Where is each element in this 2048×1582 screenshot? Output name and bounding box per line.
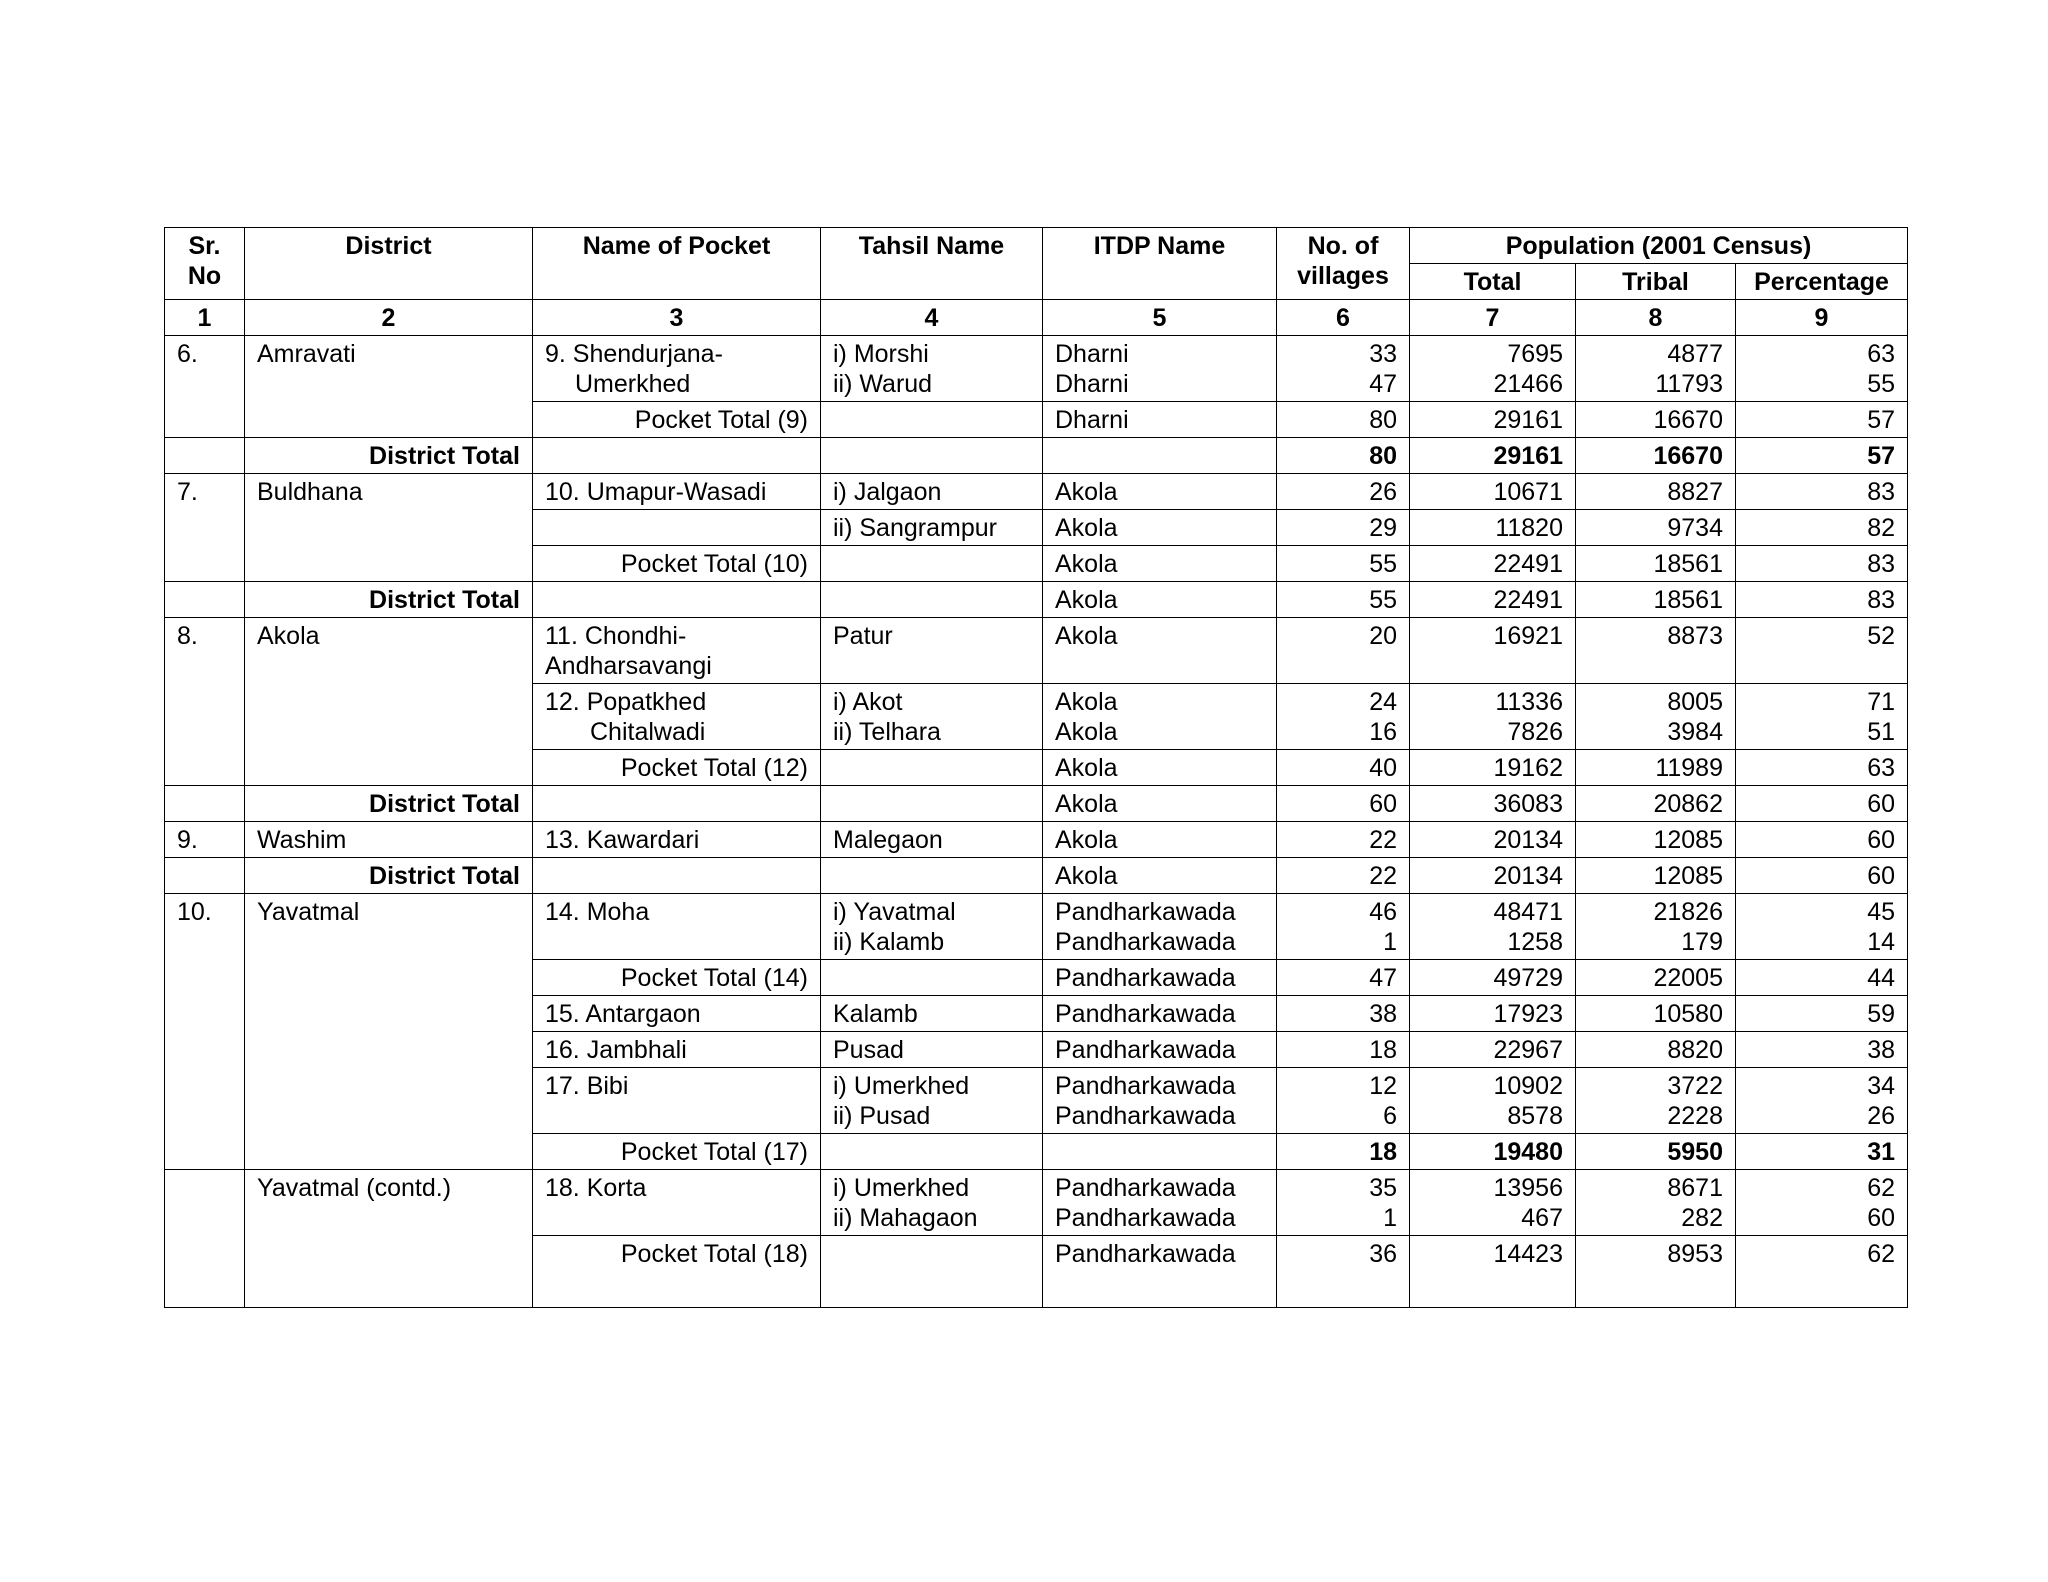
pocket-cell xyxy=(533,786,821,822)
villages-cell: 35 1 xyxy=(1277,1170,1410,1236)
header-itdp: ITDP Name xyxy=(1043,228,1277,300)
tribal-cell: 9734 xyxy=(1576,510,1736,546)
villages-cell: 18 xyxy=(1277,1134,1410,1170)
pocket-cell xyxy=(533,438,821,474)
itdp-cell: Akola Akola xyxy=(1043,684,1277,750)
col-number: 6 xyxy=(1277,300,1410,336)
total-cell: 19480 xyxy=(1410,1134,1576,1170)
table-row xyxy=(165,1170,1908,1236)
percentage-cell: 60 xyxy=(1736,786,1908,822)
header-tribal: Tribal xyxy=(1576,264,1736,300)
itdp-cell: Dharni Dharni xyxy=(1043,336,1277,402)
percentage-cell: 57 xyxy=(1736,438,1908,474)
col-number: 7 xyxy=(1410,300,1576,336)
tahsil-cell: i) Akot ii) Telhara xyxy=(821,684,1043,750)
tribal-cell: 21826 179 xyxy=(1576,894,1736,960)
total-cell: 48471 1258 xyxy=(1410,894,1576,960)
tahsil-cell xyxy=(821,402,1043,438)
col-number: 2 xyxy=(245,300,533,336)
itdp-cell xyxy=(1043,1134,1277,1170)
itdp-cell: Pandharkawada xyxy=(1043,960,1277,996)
villages-cell: 55 xyxy=(1277,546,1410,582)
pocket-cell: 14. Moha xyxy=(533,894,821,960)
header-villages: No. of villages xyxy=(1277,228,1410,300)
col-number: 9 xyxy=(1736,300,1908,336)
total-cell: 11820 xyxy=(1410,510,1576,546)
percentage-cell: 83 xyxy=(1736,546,1908,582)
total-cell: 19162 xyxy=(1410,750,1576,786)
total-cell: 20134 xyxy=(1410,822,1576,858)
sr-no-cell xyxy=(165,858,245,894)
villages-cell: 46 1 xyxy=(1277,894,1410,960)
header-sr-no: Sr. No xyxy=(165,228,245,300)
col-number: 5 xyxy=(1043,300,1277,336)
villages-cell: 12 6 xyxy=(1277,1068,1410,1134)
tribal-cell: 8873 xyxy=(1576,618,1736,684)
pocket-cell: 18. Korta xyxy=(533,1170,821,1236)
pocket-cell: 17. Bibi xyxy=(533,1068,821,1134)
tahsil-cell: i) Morshi ii) Warud xyxy=(821,336,1043,402)
villages-cell: 60 xyxy=(1277,786,1410,822)
percentage-cell: 52 xyxy=(1736,618,1908,684)
pocket-cell: 10. Umapur-Wasadi xyxy=(533,474,821,510)
district-cell: Yavatmal xyxy=(245,894,533,1170)
table-row xyxy=(165,822,1908,858)
tribal-cell: 12085 xyxy=(1576,822,1736,858)
villages-cell: 29 xyxy=(1277,510,1410,546)
total-cell: 7695 21466 xyxy=(1410,336,1576,402)
tahsil-cell: ii) Sangrampur xyxy=(821,510,1043,546)
itdp-cell: Akola xyxy=(1043,822,1277,858)
itdp-cell: Akola xyxy=(1043,786,1277,822)
pocket-cell xyxy=(533,582,821,618)
total-cell: 20134 xyxy=(1410,858,1576,894)
itdp-cell: Akola xyxy=(1043,546,1277,582)
percentage-cell: 63 55 xyxy=(1736,336,1908,402)
total-cell: 13956 467 xyxy=(1410,1170,1576,1236)
header-total: Total xyxy=(1410,264,1576,300)
total-cell: 17923 xyxy=(1410,996,1576,1032)
percentage-cell: 60 xyxy=(1736,822,1908,858)
pocket-cell: 15. Antargaon xyxy=(533,996,821,1032)
tribal-cell: 8827 xyxy=(1576,474,1736,510)
tribal-cell: 8005 3984 xyxy=(1576,684,1736,750)
district-total-row xyxy=(165,582,1908,618)
percentage-cell: 59 xyxy=(1736,996,1908,1032)
villages-cell: 80 xyxy=(1277,438,1410,474)
sr-no-cell xyxy=(165,438,245,474)
tribal-cell: 11989 xyxy=(1576,750,1736,786)
sr-no-cell: 10. xyxy=(165,894,245,1170)
sr-no-cell xyxy=(165,786,245,822)
percentage-cell: 57 xyxy=(1736,402,1908,438)
pocket-total-label: Pocket Total (10) xyxy=(533,546,821,582)
tahsil-cell xyxy=(821,858,1043,894)
villages-cell: 24 16 xyxy=(1277,684,1410,750)
itdp-cell: Pandharkawada Pandharkawada xyxy=(1043,1068,1277,1134)
percentage-cell: 31 xyxy=(1736,1134,1908,1170)
pocket-total-label: Pocket Total (17) xyxy=(533,1134,821,1170)
col-number: 1 xyxy=(165,300,245,336)
percentage-cell: 63 xyxy=(1736,750,1908,786)
tribal-cell: 4877 11793 xyxy=(1576,336,1736,402)
table-row xyxy=(165,894,1908,960)
percentage-cell: 62 60 xyxy=(1736,1170,1908,1236)
tahsil-cell: Patur xyxy=(821,618,1043,684)
sr-no-cell xyxy=(165,1170,245,1308)
pocket-total-label: Pocket Total (9) xyxy=(533,402,821,438)
percentage-cell: 44 xyxy=(1736,960,1908,996)
percentage-cell: 34 26 xyxy=(1736,1068,1908,1134)
itdp-cell: Akola xyxy=(1043,618,1277,684)
villages-cell: 80 xyxy=(1277,402,1410,438)
pocket-cell xyxy=(533,858,821,894)
pocket-cell: 11. Chondhi- Andharsavangi xyxy=(533,618,821,684)
tahsil-cell: i) Jalgaon xyxy=(821,474,1043,510)
villages-cell: 55 xyxy=(1277,582,1410,618)
pocket-total-label: Pocket Total (14) xyxy=(533,960,821,996)
total-cell: 49729 xyxy=(1410,960,1576,996)
district-cell: Amravati xyxy=(245,336,533,438)
col-number: 8 xyxy=(1576,300,1736,336)
total-cell: 22491 xyxy=(1410,582,1576,618)
tahsil-cell xyxy=(821,786,1043,822)
table-row xyxy=(165,336,1908,402)
tribal-cell: 16670 xyxy=(1576,438,1736,474)
percentage-cell: 82 xyxy=(1736,510,1908,546)
tahsil-cell xyxy=(821,1236,1043,1308)
itdp-cell: Akola xyxy=(1043,858,1277,894)
total-cell: 10671 xyxy=(1410,474,1576,510)
itdp-cell: Pandharkawada xyxy=(1043,1236,1277,1308)
district-cell: Washim xyxy=(245,822,533,858)
district-cell: Yavatmal (contd.) xyxy=(245,1170,533,1308)
total-cell: 36083 xyxy=(1410,786,1576,822)
total-cell: 11336 7826 xyxy=(1410,684,1576,750)
itdp-cell xyxy=(1043,438,1277,474)
tahsil-cell: i) Umerkhed ii) Pusad xyxy=(821,1068,1043,1134)
percentage-cell: 83 xyxy=(1736,582,1908,618)
tahsil-cell xyxy=(821,438,1043,474)
pocket-cell: 16. Jambhali xyxy=(533,1032,821,1068)
tahsil-cell: i) Umerkhed ii) Mahagaon xyxy=(821,1170,1043,1236)
itdp-cell: Akola xyxy=(1043,582,1277,618)
tahsil-cell xyxy=(821,750,1043,786)
header-population: Population (2001 Census) xyxy=(1410,228,1908,264)
pocket-cell: 9. Shendurjana- Umerkhed xyxy=(533,336,821,402)
villages-cell: 36 xyxy=(1277,1236,1410,1308)
column-number-row xyxy=(165,300,1908,336)
tahsil-cell: Pusad xyxy=(821,1032,1043,1068)
total-cell: 10902 8578 xyxy=(1410,1068,1576,1134)
sr-no-cell: 6. xyxy=(165,336,245,438)
tribal-cell: 22005 xyxy=(1576,960,1736,996)
tribal-cell: 3722 2228 xyxy=(1576,1068,1736,1134)
pocket-cell xyxy=(533,510,821,546)
total-cell: 29161 xyxy=(1410,402,1576,438)
tribal-cell: 8820 xyxy=(1576,1032,1736,1068)
pocket-cell: 12. Popatkhed Chitalwadi xyxy=(533,684,821,750)
villages-cell: 22 xyxy=(1277,858,1410,894)
percentage-cell: 60 xyxy=(1736,858,1908,894)
table-row xyxy=(165,474,1908,510)
district-total-label: District Total xyxy=(245,438,533,474)
percentage-cell: 62 xyxy=(1736,1236,1908,1308)
itdp-cell: Pandharkawada xyxy=(1043,996,1277,1032)
sr-no-cell: 7. xyxy=(165,474,245,582)
header-tahsil: Tahsil Name xyxy=(821,228,1043,300)
pocket-total-label: Pocket Total (18) xyxy=(533,1236,821,1308)
total-cell: 22967 xyxy=(1410,1032,1576,1068)
population-table xyxy=(164,227,1908,1308)
tribal-cell: 8953 xyxy=(1576,1236,1736,1308)
district-total-row xyxy=(165,858,1908,894)
tahsil-cell xyxy=(821,546,1043,582)
tribal-cell: 20862 xyxy=(1576,786,1736,822)
tahsil-cell xyxy=(821,582,1043,618)
villages-cell: 20 xyxy=(1277,618,1410,684)
header-district: District xyxy=(245,228,533,300)
tribal-cell: 8671 282 xyxy=(1576,1170,1736,1236)
itdp-cell: Akola xyxy=(1043,474,1277,510)
total-cell: 29161 xyxy=(1410,438,1576,474)
tahsil-cell xyxy=(821,1134,1043,1170)
tahsil-cell: i) Yavatmal ii) Kalamb xyxy=(821,894,1043,960)
sr-no-cell xyxy=(165,582,245,618)
itdp-cell: Pandharkawada Pandharkawada xyxy=(1043,1170,1277,1236)
pocket-cell: 13. Kawardari xyxy=(533,822,821,858)
percentage-cell: 38 xyxy=(1736,1032,1908,1068)
header-pocket: Name of Pocket xyxy=(533,228,821,300)
itdp-cell: Pandharkawada Pandharkawada xyxy=(1043,894,1277,960)
tribal-cell: 18561 xyxy=(1576,582,1736,618)
sr-no-cell: 8. xyxy=(165,618,245,786)
villages-cell: 38 xyxy=(1277,996,1410,1032)
tribal-cell: 18561 xyxy=(1576,546,1736,582)
header-row xyxy=(165,228,1908,264)
district-total-label: District Total xyxy=(245,582,533,618)
district-cell: Buldhana xyxy=(245,474,533,582)
tahsil-cell: Kalamb xyxy=(821,996,1043,1032)
header-percentage: Percentage xyxy=(1736,264,1908,300)
tribal-cell: 5950 xyxy=(1576,1134,1736,1170)
villages-cell: 26 xyxy=(1277,474,1410,510)
total-cell: 14423 xyxy=(1410,1236,1576,1308)
tribal-cell: 10580 xyxy=(1576,996,1736,1032)
col-number: 3 xyxy=(533,300,821,336)
district-cell: Akola xyxy=(245,618,533,786)
district-total-row xyxy=(165,438,1908,474)
villages-cell: 22 xyxy=(1277,822,1410,858)
villages-cell: 40 xyxy=(1277,750,1410,786)
tahsil-cell xyxy=(821,960,1043,996)
villages-cell: 18 xyxy=(1277,1032,1410,1068)
itdp-cell: Pandharkawada xyxy=(1043,1032,1277,1068)
total-cell: 16921 xyxy=(1410,618,1576,684)
itdp-cell: Akola xyxy=(1043,750,1277,786)
tribal-cell: 16670 xyxy=(1576,402,1736,438)
percentage-cell: 83 xyxy=(1736,474,1908,510)
table-row xyxy=(165,618,1908,684)
pocket-total-label: Pocket Total (12) xyxy=(533,750,821,786)
itdp-cell: Akola xyxy=(1043,510,1277,546)
villages-cell: 33 47 xyxy=(1277,336,1410,402)
itdp-cell: Dharni xyxy=(1043,402,1277,438)
district-total-label: District Total xyxy=(245,858,533,894)
sr-no-cell: 9. xyxy=(165,822,245,858)
percentage-cell: 45 14 xyxy=(1736,894,1908,960)
total-cell: 22491 xyxy=(1410,546,1576,582)
tribal-cell: 12085 xyxy=(1576,858,1736,894)
villages-cell: 47 xyxy=(1277,960,1410,996)
col-number: 4 xyxy=(821,300,1043,336)
district-total-label: District Total xyxy=(245,786,533,822)
percentage-cell: 71 51 xyxy=(1736,684,1908,750)
district-total-row xyxy=(165,786,1908,822)
tahsil-cell: Malegaon xyxy=(821,822,1043,858)
